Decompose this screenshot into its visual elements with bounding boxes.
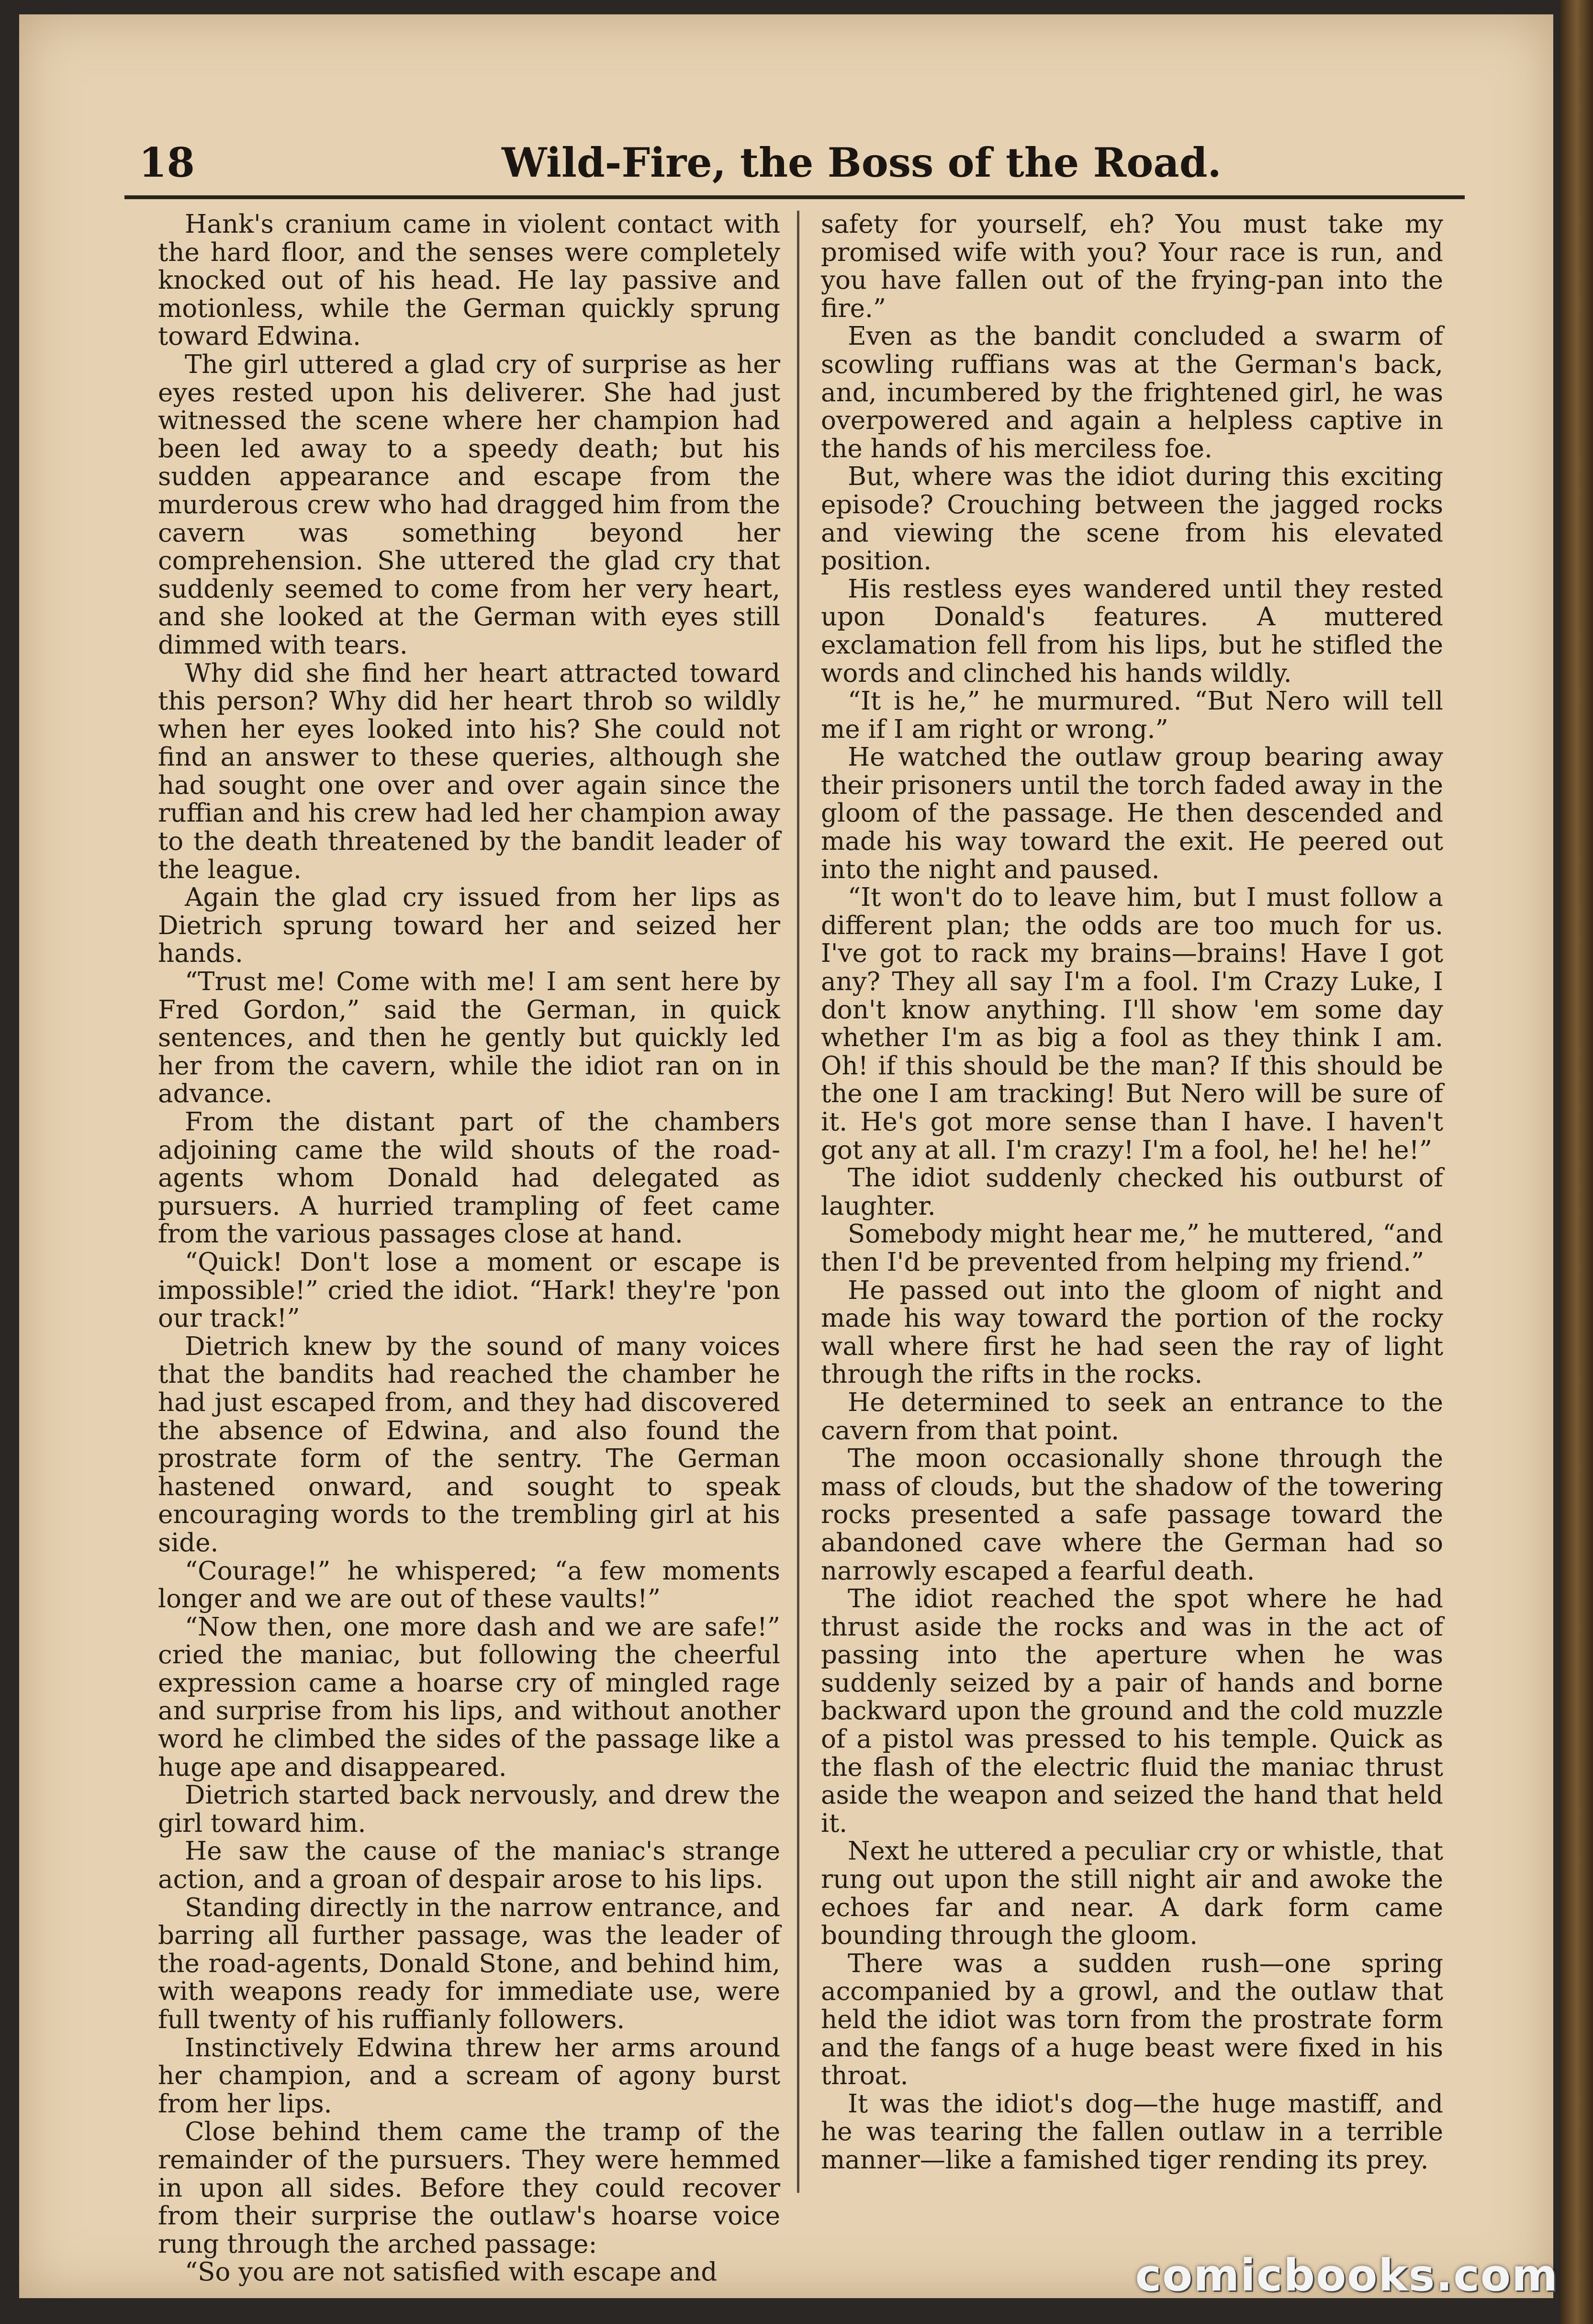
paragraph: Why did she find her heart attracted toward this person? Why did her heart throb so wildly when her eyes looked into his? She could not find an answer to these queries, although she had sought one over and over again since the ruffian and his crew had led her champion away to the death threatened by the bandit leader of the league. [158,658,780,884]
paragraph: Instinctively Edwina threw her arms around her champion, and a scream of agony burst from her lips. [158,2033,780,2119]
paragraph: He saw the cause of the maniac's strange action, and a groan of despair arose to his lips. [158,1837,780,1895]
paragraph: The idiot reached the spot where he had thrust aside the rocks and was in the act of passing into the aperture when he was suddenly seized by a pair of hands and borne backward upon the ground and the cold muzzle of a pistol was pressed to his temple. Quick as the flash of the electric fluid the maniac thrust aside the weapon and seized the hand that held it. [821,1584,1443,1838]
paragraph: Dietrich started back nervously, and drew the girl toward him. [158,1781,780,1838]
paragraph: The idiot suddenly checked his outburst of laughter. [821,1163,1443,1221]
paragraph: He passed out into the gloom of night and made his way toward the portion of the rocky wall where first he had seen the ray of light through the rifts in the rocks. [821,1275,1443,1389]
paragraph: “Trust me! Come with me! I am sent here by Fred Gordon,” said the German, in quick sentences, and then he gently but quickly led her from the cavern, while the idiot ran on in advance. [158,967,780,1109]
paragraph: It was the idiot's dog—the huge mastiff, and he was tearing the fallen outlaw in a terrible manner—like a famished tiger rending its prey. [821,2089,1443,2175]
paragraph: “So you are not satisfied with escape and [185,2257,718,2287]
paragraph: “Now then, one more dash and we are safe!” cried the maniac, but following the cheerful expression came a hoarse cry of mingled rage and surprise from his lips, and without another word he climbed the sides of the passage like a huge ape and disappeared. [158,1612,780,1782]
paragraph: From the distant part of the chambers adjoining came the wild shouts of the road-agents whom Donald had delegated as pursuers. A hurried trampling of feet came from the various passages close at hand. [158,1107,780,1249]
paragraph: Again the glad cry issued from her lips as Dietrich sprung toward her and seized her hands. [158,883,780,969]
right-column [821,211,1443,2175]
paragraph: “It is he,” he murmured. “But Nero will tell me if I am right or wrong.” [821,687,1443,744]
paragraph: Dietrich knew by the sound of many voices that the bandits had reached the chamber he had just escaped from, and they had discovered the absence of Edwina, and also found the prostrate form of the sentry. The German hastened onward, and sought to speak encouraging words to the trembling girl at his side. [158,1331,780,1557]
paragraph: Somebody might hear me,” he muttered, “and then I'd be prevented from helping my friend.” [821,1219,1443,1277]
paragraph: The girl uttered a glad cry of surprise as her eyes rested upon his deliverer. She had just witnessed the scene where her champion had been led away to a speedy death; but his sudden appearance and escape from the murderous crew who had dragged him from the cavern was something beyond her comprehension. She uttered the glad cry that suddenly seemed to come from her very heart, and she looked at the German with eyes still dimmed with tears. [158,350,780,660]
paragraph: safety for yourself, eh? You must take my promised wife with you? Your race is run, and you have fallen out of the frying-pan into the fire.” [821,210,1443,323]
paragraph: He watched the outlaw group bearing away their prisoners until the torch faded away in the gloom of the passage. He then descended and made his way toward the exit. He peered out into the night and paused. [821,743,1443,884]
column-divider [797,211,799,2193]
paragraph: Close behind them came the tramp of the remainder of the pursuers. They were hemmed in upon all sides. Before they could recover from their surprise the outlaw's hoarse voice rung through the arched passage: [158,2117,780,2259]
paragraph: He determined to seek an entrance to the cavern from that point. [821,1388,1443,1445]
left-column [158,211,780,2287]
paragraph: There was a sudden rush—one spring accompanied by a growl, and the outlaw that held the idiot was torn from the prostrate form and the fangs of a huge beast were fixed in his throat. [821,1949,1443,2091]
paragraph: The moon occasionally shone through the mass of clouds, but the shadow of the towering rocks presented a safe passage toward the abandoned cave where the German had so narrowly escaped a fearful death. [821,1444,1443,1586]
page-binding-edge [1560,0,1593,2324]
paragraph: Next he uttered a peculiar cry or whistle, that rung out upon the still night air and awoke the echoes far and near. A dark form came bounding through the gloom. [821,1837,1443,1951]
paragraph: But, where was the idiot during this exciting episode? Crouching between the jagged rocks and viewing the scene from his elevated position. [821,462,1443,576]
watermark: comicbooks.com [1135,2250,1559,2301]
paragraph: “Quick! Don't lose a moment or escape is impossible!” cried the idiot. “Hark! they're 'pon our track!” [158,1247,780,1333]
paragraph: Standing directly in the narrow entrance, and barring all further passage, was the leader of the road-agents, Donald Stone, and behind him, with weapons ready for immediate use, were full twenty of his ruffianly followers. [158,1893,780,2034]
page-header [124,124,1465,192]
paragraph: His restless eyes wandered until they rested upon Donald's features. A muttered exclamation fell from his lips, but he stifled the words and clinched his hands wildly. [821,574,1443,688]
page-number: 18 [139,139,195,186]
paragraph: “It won't do to leave him, but I must follow a different plan; the odds are too much for us. I've got to rack my brains—brains! Have I got any? They all say I'm a fool. I'm Crazy Luke, I don't know anything. I'll show 'em some day whether I'm as big a fool as they think I am. Oh! if this should be the man? If this should be the one I am tracking! But Nero will be sure of it. He's got more sense than I have. I haven't got any at all. I'm crazy! I'm a fool, he! he! he!” [821,883,1443,1165]
paragraph: Even as the bandit concluded a swarm of scowling ruffians was at the German's back, and, incumbered by the frightened girl, he was overpowered and again a helpless captive in the hands of his merciless foe. [821,322,1443,463]
paragraph: “Courage!” he whispered; “a few moments longer and we are out of these vaults!” [158,1556,780,1614]
paragraph: Hank's cranium came in violent contact with the hard floor, and the senses were completely knocked out of his head. He lay passive and motionless, while the German quickly sprung toward Edwina. [158,210,780,351]
header-rule [124,195,1465,199]
running-title: Wild-Fire, the Boss of the Road. [502,139,1222,186]
